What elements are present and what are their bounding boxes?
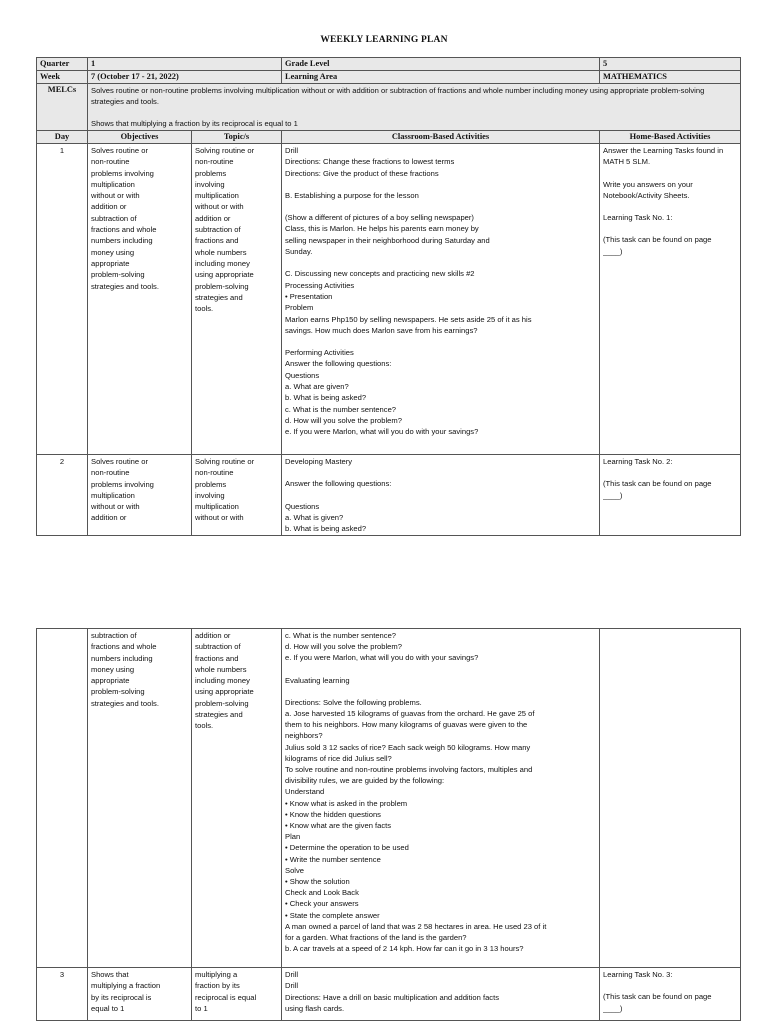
day-2-classroom xyxy=(282,455,600,536)
text-line: money using xyxy=(91,664,135,674)
text-line: Directions: Solve the following problems. xyxy=(285,697,422,707)
grade-level-value: 5 xyxy=(600,58,741,71)
day-2-continued-day xyxy=(37,629,88,968)
day-2-objectives xyxy=(88,455,192,536)
text-line: fractions and xyxy=(195,236,239,246)
text-line: money using xyxy=(91,247,135,257)
text-line: involving xyxy=(195,179,225,189)
text-line xyxy=(285,179,596,190)
text-line: problems xyxy=(195,168,227,178)
text-line xyxy=(603,467,737,478)
text-line: fractions and xyxy=(195,653,239,663)
text-line: b. What is being asked? xyxy=(285,524,367,534)
text-line: e. If you were Marlon, what will you do with your savings? xyxy=(285,427,479,437)
melcs-label: MELCs xyxy=(37,84,88,131)
col-objectives: Objectives xyxy=(88,131,192,144)
text-line xyxy=(603,168,737,179)
text-line: Processing Activities xyxy=(285,280,355,290)
text-line xyxy=(285,257,596,268)
text-line xyxy=(603,980,737,991)
text-line: numbers including xyxy=(91,236,153,246)
day-1-home xyxy=(600,144,741,455)
text-line: Shows that xyxy=(91,970,129,979)
text-line: • State the complete answer xyxy=(285,910,380,920)
text-line: non-routine xyxy=(91,157,130,167)
text-line: Drill xyxy=(285,981,299,991)
text-line: involving xyxy=(195,490,225,500)
text-line: d. How will you solve the problem? xyxy=(285,415,402,425)
text-line xyxy=(285,490,596,501)
week-label: Week xyxy=(37,71,88,84)
text-line: to 1 xyxy=(195,1003,208,1013)
text-line: Developing Mastery xyxy=(285,457,353,466)
col-day: Day xyxy=(37,131,88,144)
text-line: Solve xyxy=(285,865,304,875)
text-line: ____) xyxy=(603,1003,623,1013)
text-line: appropriate xyxy=(91,676,130,686)
text-line: neighbors? xyxy=(285,731,323,741)
text-line: addition or xyxy=(195,631,231,640)
text-line: Directions: Give the product of these fractions xyxy=(285,168,439,178)
text-line: Solves routine or xyxy=(91,146,148,155)
text-line: without or with xyxy=(195,513,244,523)
text-line: problem-solving xyxy=(195,698,249,708)
day-1-classroom xyxy=(282,144,600,455)
text-line: a. Jose harvested 15 kilograms of guavas from the orchard. He gave 25 of xyxy=(285,709,535,719)
text-line: Solves routine or xyxy=(91,457,148,466)
text-line: Sunday. xyxy=(285,247,313,257)
text-line: using flash cards. xyxy=(285,1003,345,1013)
text-line: ____) xyxy=(603,246,623,256)
melcs-text-1: Solves routine or non-routine problems involving multiplication without or with addition or subtraction of fractions and whole number including money using appropriate problem-solving strategies and tools. xyxy=(91,86,705,106)
text-line: for a garden. What fractions of the land is the garden? xyxy=(285,933,467,943)
text-line: them to his neighbors. How many kilograms of guavas were given to the xyxy=(285,720,528,730)
text-line: fractions and whole xyxy=(91,642,157,652)
text-line: Answer the Learning Tasks found in xyxy=(603,146,724,155)
day-3-row xyxy=(37,968,741,1021)
text-line: fractions and whole xyxy=(91,225,157,235)
text-line: problems xyxy=(195,479,227,489)
text-line: Problem xyxy=(285,303,314,313)
text-line: strategies and xyxy=(195,710,243,720)
header-row-quarter xyxy=(37,58,741,71)
text-line: strategies and tools. xyxy=(91,281,159,291)
text-line: without or with xyxy=(91,191,140,201)
text-line: problem-solving xyxy=(91,270,145,280)
quarter-value: 1 xyxy=(88,58,282,71)
text-line: non-routine xyxy=(91,468,130,478)
text-line: kilograms of rice did Julius sell? xyxy=(285,753,392,763)
col-home: Home-Based Activities xyxy=(600,131,741,144)
text-line: Check and Look Back xyxy=(285,888,359,898)
text-line: tools. xyxy=(195,721,214,731)
text-line: A man owned a parcel of land that was 2 58 hectares in area. He used 23 of it xyxy=(285,921,547,931)
text-line: • Check your answers xyxy=(285,899,359,909)
quarter-label: Quarter xyxy=(37,58,88,71)
text-line: Learning Task No. 2: xyxy=(603,457,673,466)
text-line xyxy=(285,467,596,478)
text-line: problems involving xyxy=(91,168,154,178)
text-line: c. What is the number sentence? xyxy=(285,404,397,414)
text-line: non-routine xyxy=(195,468,234,478)
day-2-continued-row xyxy=(37,629,741,968)
text-line: Answer the following questions: xyxy=(285,359,392,369)
day-1-topics xyxy=(192,144,282,455)
text-line: Marlon earns Php150 by selling newspapers. He sets aside 25 of it as his xyxy=(285,314,532,324)
text-line xyxy=(285,664,596,675)
text-line: c. What is the number sentence? xyxy=(285,631,397,640)
melcs-text-2: Shows that multiplying a fraction by its reciprocal is equal to 1 xyxy=(91,119,298,128)
learning-area-value: MATHEMATICS xyxy=(600,71,741,84)
text-line: • Presentation xyxy=(285,291,333,301)
text-line: addition or xyxy=(91,202,127,212)
text-line: B. Establishing a purpose for the lesson xyxy=(285,190,419,200)
text-line: Drill xyxy=(285,970,299,979)
text-line: e. If you were Marlon, what will you do with your savings? xyxy=(285,653,479,663)
text-line: Directions: Change these fractions to lowest terms xyxy=(285,157,455,167)
text-line: d. How will you solve the problem? xyxy=(285,642,402,652)
text-line: subtraction of xyxy=(91,631,137,640)
text-line: addition or xyxy=(195,213,231,223)
text-line: Directions: Have a drill on basic multiplication and addition facts xyxy=(285,992,499,1002)
text-line: multiplying a xyxy=(195,970,238,979)
text-line: subtraction of xyxy=(91,213,137,223)
day-3-objectives xyxy=(88,968,192,1021)
day-1-row xyxy=(37,144,741,455)
text-line xyxy=(285,336,596,347)
text-line: • Show the solution xyxy=(285,877,350,887)
text-line: Learning Task No. 1: xyxy=(603,213,673,223)
text-line: ____) xyxy=(603,490,623,500)
text-line: To solve routine and non-routine problems involving factors, multiples and xyxy=(285,765,533,775)
document-title: WEEKLY LEARNING PLAN xyxy=(320,35,448,45)
text-line: without or with xyxy=(195,202,244,212)
col-topics: Topic/s xyxy=(192,131,282,144)
week-value: 7 (October 17 - 21, 2022) xyxy=(88,71,282,84)
text-line: MATH 5 SLM. xyxy=(603,157,651,167)
text-line: (This task can be found on page xyxy=(603,479,712,489)
text-line: including money xyxy=(195,258,250,268)
column-header-row xyxy=(37,131,741,144)
day-2-number: 2 xyxy=(37,455,88,536)
grade-level-label: Grade Level xyxy=(282,58,600,71)
day-2-continued-objectives xyxy=(88,629,192,968)
day-1-number: 1 xyxy=(37,144,88,455)
text-line: • Write the number sentence xyxy=(285,854,381,864)
text-line: subtraction of xyxy=(195,225,241,235)
header-row-week xyxy=(37,71,741,84)
day-3-home xyxy=(600,968,741,1021)
day-2-row xyxy=(37,455,741,536)
text-line: multiplication xyxy=(195,191,239,201)
text-line: a. What is given? xyxy=(285,512,344,522)
day-1-objectives xyxy=(88,144,192,455)
text-line: equal to 1 xyxy=(91,1003,125,1013)
text-line: without or with xyxy=(91,502,140,512)
text-line: using appropriate xyxy=(195,687,254,697)
text-line: Questions xyxy=(285,501,320,511)
text-line: (This task can be found on page xyxy=(603,992,712,1002)
text-line: Solving routine or xyxy=(195,457,255,466)
text-line: (Show a different of pictures of a boy selling newspaper) xyxy=(285,213,474,223)
text-line: (This task can be found on page xyxy=(603,235,712,245)
learning-area-label: Learning Area xyxy=(282,71,600,84)
weekly-plan-table-page-1 xyxy=(36,57,741,536)
text-line xyxy=(285,201,596,212)
text-line: strategies and xyxy=(195,292,243,302)
text-line: whole numbers xyxy=(195,664,247,674)
text-line: multiplication xyxy=(91,490,135,500)
text-line: addition or xyxy=(91,513,127,523)
text-line: multiplication xyxy=(91,179,135,189)
text-line: Understand xyxy=(285,787,325,797)
text-line: whole numbers xyxy=(195,247,247,257)
text-line: reciprocal is equal xyxy=(195,992,257,1002)
day-2-continued-classroom xyxy=(282,629,600,968)
text-line: C. Discussing new concepts and practicing new skills #2 xyxy=(285,269,475,279)
day-3-classroom xyxy=(282,968,600,1021)
day-3-topics xyxy=(192,968,282,1021)
text-line: problems involving xyxy=(91,479,154,489)
col-classroom: Classroom-Based Activities xyxy=(282,131,600,144)
text-line: selling newspaper in their neighborhood during Saturday and xyxy=(285,235,490,245)
day-3-number: 3 xyxy=(37,968,88,1021)
text-line: Answer the following questions: xyxy=(285,479,392,489)
text-line: numbers including xyxy=(91,653,153,663)
text-line: using appropriate xyxy=(195,270,254,280)
text-line: b. A car travels at a speed of 2 14 kph. How far can it go in 3 13 hours? xyxy=(285,944,524,954)
text-line: Write you answers on your xyxy=(603,179,693,189)
text-line: Solving routine or xyxy=(195,146,255,155)
text-line: • Determine the operation to be used xyxy=(285,843,409,853)
text-line: Evaluating learning xyxy=(285,675,350,685)
melcs-text xyxy=(88,84,741,131)
header-row-melcs xyxy=(37,84,741,131)
text-line: Julius sold 3 12 sacks of rice? Each sack weigh 50 kilograms. How many xyxy=(285,742,531,752)
text-line: b. What is being asked? xyxy=(285,393,367,403)
text-line: Learning Task No. 3: xyxy=(603,970,673,979)
day-2-topics xyxy=(192,455,282,536)
day-2-home xyxy=(600,455,741,536)
text-line: appropriate xyxy=(91,258,130,268)
text-line: including money xyxy=(195,676,250,686)
text-line: • Know what are the given facts xyxy=(285,821,392,831)
text-line: a. What are given? xyxy=(285,382,349,392)
day-2-continued-home xyxy=(600,629,741,968)
text-line: Notebook/Activity Sheets. xyxy=(603,190,690,200)
text-line: by its reciprocal is xyxy=(91,992,152,1002)
day-2-continued-topics xyxy=(192,629,282,968)
text-line: Performing Activities xyxy=(285,348,354,358)
text-line: savings. How much does Marlon save from his earnings? xyxy=(285,325,478,335)
text-line: Drill xyxy=(285,146,299,155)
text-line: multiplying a fraction xyxy=(91,981,161,991)
text-line: problem-solving xyxy=(195,281,249,291)
text-line xyxy=(603,223,737,234)
text-line: fraction by its xyxy=(195,981,240,991)
text-line xyxy=(285,686,596,697)
text-line: Class, this is Marlon. He helps his parents earn money by xyxy=(285,224,479,234)
text-line: divisibility rules, we are guided by the following: xyxy=(285,776,445,786)
text-line: non-routine xyxy=(195,157,234,167)
text-line: • Know the hidden questions xyxy=(285,809,381,819)
text-line: Questions xyxy=(285,370,320,380)
text-line: tools. xyxy=(195,304,214,314)
weekly-plan-table-page-2 xyxy=(36,628,741,1021)
text-line: multiplication xyxy=(195,502,239,512)
text-line: subtraction of xyxy=(195,642,241,652)
text-line xyxy=(603,201,737,212)
text-line: strategies and tools. xyxy=(91,698,159,708)
text-line: • Know what is asked in the problem xyxy=(285,798,408,808)
text-line: Plan xyxy=(285,832,301,842)
text-line: problem-solving xyxy=(91,687,145,697)
